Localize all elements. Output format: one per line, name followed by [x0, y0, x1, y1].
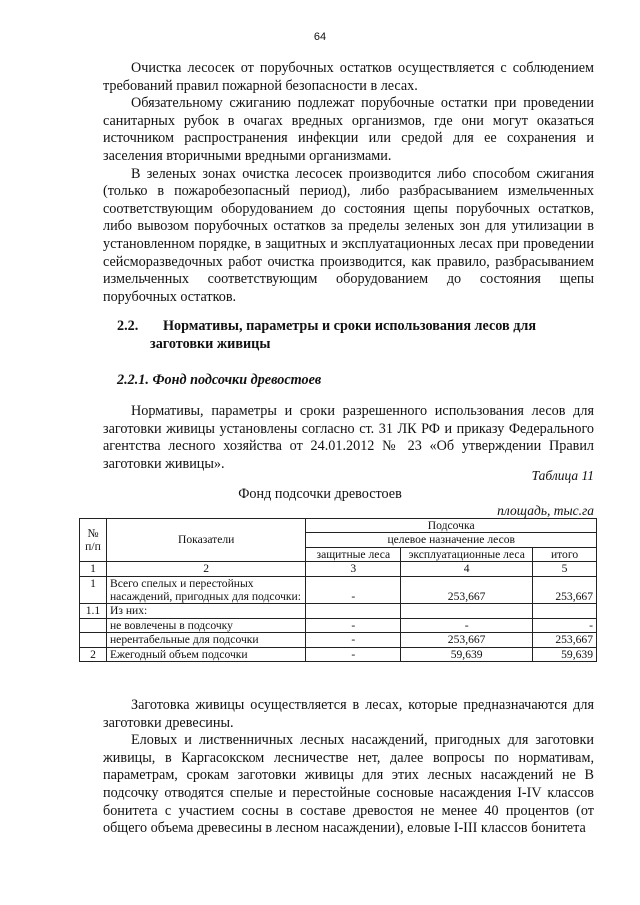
index-cell: 1: [80, 562, 107, 576]
cell-total: -: [533, 618, 597, 632]
paragraph: Нормативы, параметры и сроки разрешенного использования лесов для заготовки живицы установлены согласно ст. 31 ЛК РФ и приказу Федерального агентства лесного хозяйства от 24.01.2012 № 23 «Об утверждении Правил заготовки живицы».: [103, 403, 594, 472]
cell-total: 59,639: [533, 647, 597, 661]
cell-operational: -: [401, 618, 533, 632]
row-num: [80, 618, 107, 632]
tapping-fund-table: [79, 518, 597, 662]
paragraph: Еловых и лиственничных лесных насаждений, пригодных для заготовки живицы, в Каргасокском лесничестве нет, далее вопросы по нормативам, параметрам, срокам заготовки живицы для этих лесных насаждений не В подсочку отводятся спелые и перестойные сосновые насаждения I-IV классов бонитета с участием сосны в составе древостоя не менее 40 процентов (от общего объема древесины в лесном насаждении), еловые I-III классов бонитета: [103, 732, 594, 837]
row-label: Из них:: [106, 604, 305, 618]
row-label: Ежегодный объем подсочки: [106, 647, 305, 661]
table-number: Таблица 11: [531, 468, 594, 483]
norms-text: [103, 403, 594, 473]
paragraph: Заготовка живицы осуществляется в лесах, которые предназначаются для заготовки древесины.: [103, 697, 594, 731]
table-row: [80, 618, 597, 632]
section-title-line1: Нормативы, параметры и сроки использования лесов для: [163, 318, 537, 334]
section-heading: [103, 318, 594, 353]
row-label: не вовлечены в подсочку: [106, 618, 305, 632]
header-indicator: Показатели: [106, 519, 305, 562]
cell-operational: 59,639: [401, 647, 533, 661]
section-title-line2: заготовки живицы: [150, 335, 271, 352]
table-row: [80, 604, 597, 618]
row-num: 1: [80, 576, 107, 604]
resin-text: [103, 697, 594, 838]
paragraph: В зеленых зонах очистка лесосек производится либо способом сжигания (только в пожаробезопасный период), либо разбрасыванием измельченных соответствующим оборудованием до состояния щепы порубочных остатков, либо вывозом порубочных остатков за пределы зеленых зон для утилизации в установленном порядке, в защитных и эксплуатационных лесах при проведении сейсморазведочных работ очистка производится, как правило, разбрасыванием измельченных соответствующим оборудованием до состояния щепы порубочных остатков.: [103, 165, 594, 305]
intro-text: [103, 60, 594, 306]
header-num: № п/п: [80, 519, 107, 562]
index-cell: 2: [106, 562, 305, 576]
cell-operational: 253,667: [401, 633, 533, 647]
header-subgroup: целевое назначение лесов: [306, 533, 597, 547]
index-cell: 5: [533, 562, 597, 576]
cell-protective: -: [306, 576, 401, 604]
index-cell: 3: [306, 562, 401, 576]
header-total: итого: [533, 547, 597, 561]
section-number: 2.2.: [117, 318, 139, 334]
cell-operational: [401, 604, 533, 618]
paragraph: Обязательному сжиганию подлежат порубочные остатки при проведении санитарных рубок в очагах вредных организмов, где они могут оказаться источником распространения инфекции или средой для ее сохранения и заселения вторичными вредными организмами.: [103, 95, 594, 164]
cell-protective: -: [306, 618, 401, 632]
cell-protective: -: [306, 647, 401, 661]
header-group: Подсочка: [306, 519, 597, 533]
header-protective: защитные леса: [306, 547, 401, 561]
cell-operational: 253,667: [401, 576, 533, 604]
table-row: [80, 647, 597, 661]
table-row: [80, 633, 597, 647]
index-cell: 4: [401, 562, 533, 576]
row-num: [80, 633, 107, 647]
table-units: площадь, тыс.га: [497, 503, 594, 518]
header-operational: эксплуатационные леса: [401, 547, 533, 561]
row-label: Всего спелых и перестойных насаждений, пригодных для подсочки:: [106, 576, 305, 604]
index-row: [80, 562, 597, 576]
row-num: 1.1: [80, 604, 107, 618]
subsection-heading: 2.2.1. Фонд подсочки древостоев: [117, 372, 322, 388]
cell-protective: -: [306, 633, 401, 647]
row-num: 2: [80, 647, 107, 661]
row-label: нерентабельные для подсочки: [106, 633, 305, 647]
cell-total: 253,667: [533, 576, 597, 604]
paragraph: Очистка лесосек от порубочных остатков осуществляется с соблюдением требований правил пожарной безопасности в лесах.: [103, 60, 594, 94]
table-row: [80, 576, 597, 604]
page-number: 64: [313, 31, 327, 43]
cell-protective: [306, 604, 401, 618]
table-title: Фонд подсочки древостоев: [238, 486, 402, 502]
cell-total: [533, 604, 597, 618]
cell-total: 253,667: [533, 633, 597, 647]
